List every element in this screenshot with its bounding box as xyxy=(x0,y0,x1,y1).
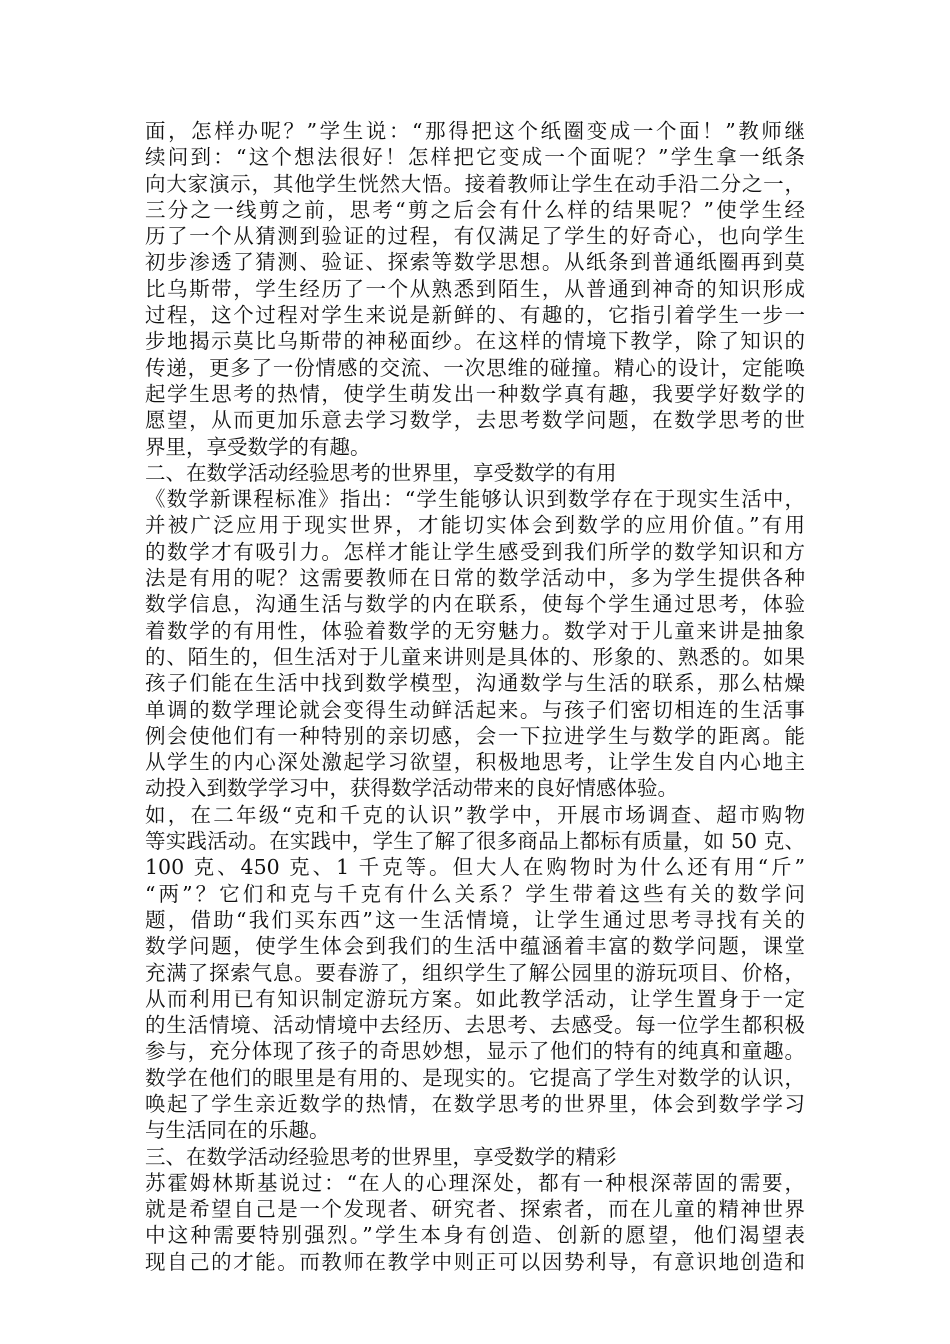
text-line: 100 克、450 克、1 千克等。但大人在购物时为什么还有用“斤” xyxy=(145,855,805,880)
text-line: 初步渗透了猜测、验证、探索等数学思想。从纸条到普通纸圈再到莫 xyxy=(145,250,805,275)
document-body xyxy=(145,118,805,1275)
text-line: “两”？它们和克与千克有什么关系？学生带着这些有关的数学问 xyxy=(145,881,805,906)
text-line: 单调的数学理论就会变得生动鲜活起来。与孩子们密切相连的生活事 xyxy=(145,697,805,722)
text-line: 数学问题，使学生体会到我们的生活中蕴涵着丰富的数学问题，课堂 xyxy=(145,934,805,959)
text-line: 题，借助“我们买东西”这一生活情境，让学生通过思考寻找有关的 xyxy=(145,907,805,932)
text-line: 例会使他们有一种特别的亲切感，会一下拉进学生与数学的距离。能 xyxy=(145,723,805,748)
text-line: 三、在数学活动经验思考的世界里，享受数学的精彩 xyxy=(145,1144,617,1169)
text-line: 续问到：“这个想法很好！怎样把它变成一个面呢？”学生拿一纸条 xyxy=(145,145,805,170)
text-line: 等实践活动。在实践中，学生了解了很多商品上都标有质量，如 50 克、 xyxy=(145,829,805,854)
text-line: 向大家演示，其他学生恍然大悟。接着教师让学生在动手沿二分之一， xyxy=(145,171,805,196)
text-line: 历了一个从猜测到验证的过程，有仅满足了学生的好奇心，也向学生 xyxy=(145,224,805,249)
text-line: 比乌斯带，学生经历了一个从熟悉到陌生，从普通到神奇的知识形成 xyxy=(145,276,805,301)
text-line: 充满了探索气息。要春游了，组织学生了解公园里的游玩项目、价格， xyxy=(145,960,805,985)
text-line: 数学信息，沟通生活与数学的内在联系，使每个学生通过思考，体验 xyxy=(145,592,805,617)
text-line: 步地揭示莫比乌斯带的神秘面纱。在这样的情境下教学，除了知识的 xyxy=(145,329,805,354)
text-line: 现自己的才能。而教师在教学中则正可以因势利导，有意识地创造和 xyxy=(145,1249,805,1274)
text-line: 就是希望自己是一个发现者、研究者、探索者，而在儿童的精神世界 xyxy=(145,1197,805,1222)
text-line: 界里，享受数学的有趣。 xyxy=(145,434,371,459)
text-line: 唤起了学生亲近数学的热情，在数学思考的世界里，体会到数学学习 xyxy=(145,1091,805,1116)
text-line: 《数学新课程标准》指出：“学生能够认识到数学存在于现实生活中， xyxy=(145,487,805,512)
text-line: 参与，充分体现了孩子的奇思妙想，显示了他们的特有的纯真和童趣。 xyxy=(145,1039,805,1064)
text-line: 从而利用已有知识制定游玩方案。如此教学活动，让学生置身于一定 xyxy=(145,986,805,1011)
text-line: 从学生的内心深处激起学习欲望，积极地思考，让学生发自内心地主 xyxy=(145,750,805,775)
text-line: 过程，这个过程对学生来说是新鲜的、有趣的，它指引着学生一步一 xyxy=(145,303,805,328)
text-line: 愿望，从而更加乐意去学习数学，去思考数学问题，在数学思考的世 xyxy=(145,408,805,433)
text-line: 面，怎样办呢？”学生说：“那得把这个纸圈变成一个面！”教师继 xyxy=(145,119,805,143)
text-line: 三分之一线剪之前，思考“剪之后会有什么样的结果呢？”使学生经 xyxy=(145,197,805,222)
text-line: 与生活同在的乐趣。 xyxy=(145,1118,330,1143)
text-line: 法是有用的呢？这需要教师在日常的数学活动中，多为学生提供各种 xyxy=(145,566,805,591)
text-line: 着数学的有用性，体验着数学的无穷魅力。数学对于儿童来讲是抽象 xyxy=(145,618,805,643)
text-line: 并被广泛应用于现实世界，才能切实体会到数学的应用价值。”有用 xyxy=(145,513,805,538)
text-line: 的、陌生的，但生活对于儿童来讲则是具体的、形象的、熟悉的。如果 xyxy=(145,644,805,669)
text-line: 孩子们能在生活中找到数学模型，沟通数学与生活的联系，那么枯燥 xyxy=(145,671,805,696)
text-line: 传递，更多了一份情感的交流、一次思维的碰撞。精心的设计，定能唤 xyxy=(145,355,805,380)
text-line: 的数学才有吸引力。怎样才能让学生感受到我们所学的数学知识和方 xyxy=(145,539,805,564)
text-line: 的生活情境、活动情境中去经历、去思考、去感受。每一位学生都积极 xyxy=(145,1013,805,1038)
text-line: 苏霍姆林斯基说过：“在人的心理深处，都有一种根深蒂固的需要， xyxy=(145,1170,805,1195)
text-line: 中这种需要特别强烈。”学生本身有创造、创新的愿望，他们渴望表 xyxy=(145,1223,805,1248)
text-line: 如，在二年级“克和千克的认识”教学中，开展市场调查、超市购物 xyxy=(145,802,805,827)
text-line: 动投入到数学学习中，获得数学活动带来的良好情感体验。 xyxy=(145,776,678,801)
text-line: 起学生思考的热情，使学生萌发出一种数学真有趣，我要学好数学的 xyxy=(145,381,805,406)
text-line: 数学在他们的眼里是有用的、是现实的。它提高了学生对数学的认识， xyxy=(145,1065,805,1090)
text-line: 二、在数学活动经验思考的世界里，享受数学的有用 xyxy=(145,460,617,485)
